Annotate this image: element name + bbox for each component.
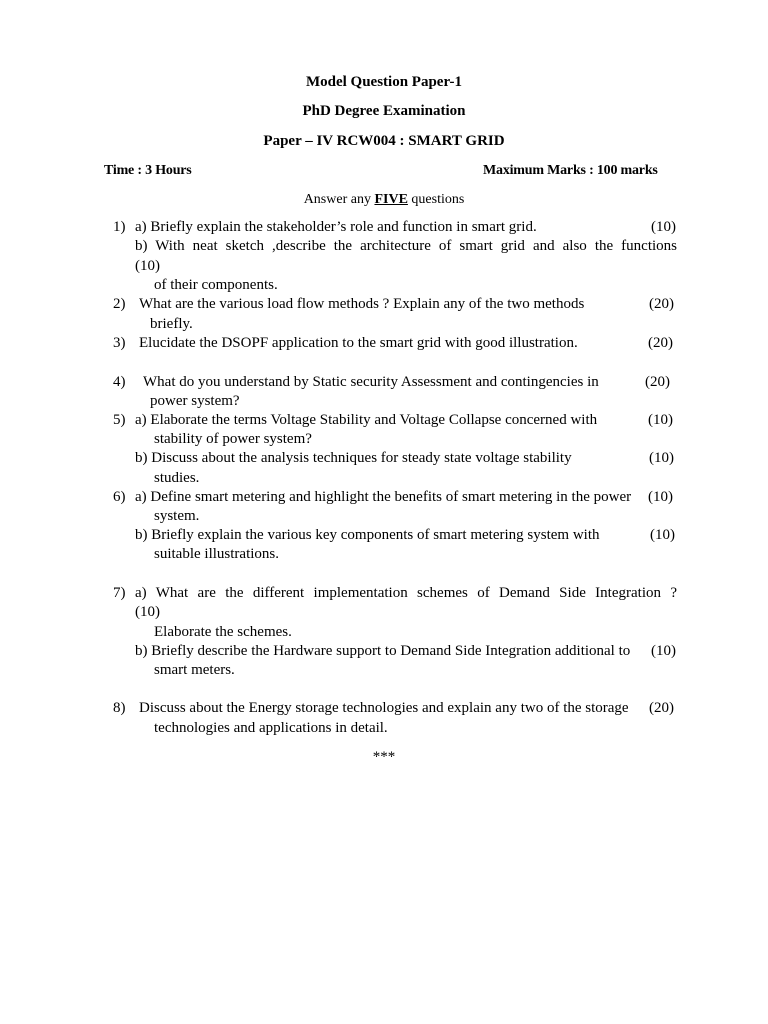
question-marks: (10) [135,258,160,274]
question-marks: (10) [649,450,674,466]
instruction-post: questions [407,192,465,207]
paper-title: Model Question Paper-1 [305,74,463,90]
question-marks: (10) [648,412,673,428]
question-number: 5) [113,412,126,428]
question-text: smart meters. [154,662,235,678]
question-text: Elaborate the schemes. [154,624,292,640]
max-marks-label: Maximum Marks : 100 marks [483,163,658,178]
question-marks: (20) [649,296,674,312]
question-text: Elucidate the DSOPF application to the smart grid with good illustration. [139,335,578,351]
question-number: 8) [113,700,126,716]
question-text: studies. [154,470,200,486]
question-number: 1) [113,219,126,235]
question-marks: (10) [648,489,673,505]
instruction-emphasis: FIVE [374,192,408,207]
question-text: a) What are the different implementation schemes of Demand Side Integration ? [135,585,677,601]
question-number: 2) [113,296,126,312]
question-marks: (10) [650,527,675,543]
instruction-pre: Answer any [303,192,375,207]
question-text: of their components. [154,277,278,293]
question-text: suitable illustrations. [154,546,279,562]
time-label: Time : 3 Hours [104,163,192,178]
question-text: b) With neat sketch ,describe the architecture of smart grid and also the functions [135,238,677,254]
question-text: What do you understand by Static security Assessment and contingencies in [143,374,599,390]
paper-subject: Paper – IV RCW004 : SMART GRID [263,133,505,149]
instruction [0,190,768,209]
question-text: stability of power system? [154,431,312,447]
question-text: b) Briefly explain the various key components of smart metering system with [135,527,600,543]
question-text: a) Briefly explain the stakeholder’s role and function in smart grid. [135,219,537,235]
question-text: Discuss about the Energy storage technologies and explain any two of the storage [139,700,629,716]
question-marks: (20) [648,335,673,351]
question-marks: (10) [135,604,160,620]
question-text: a) Elaborate the terms Voltage Stability and Voltage Collapse concerned with [135,412,598,428]
question-text: b) Discuss about the analysis techniques for steady state voltage stability [135,450,572,466]
question-text: b) Briefly describe the Hardware support to Demand Side Integration additional to [135,643,631,659]
question-text: system. [154,508,200,524]
exam-name: PhD Degree Examination [302,103,466,119]
question-number: 7) [113,585,126,601]
question-marks: (10) [651,643,676,659]
question-text: a) Define smart metering and highlight the benefits of smart metering in the power [135,489,632,505]
question-marks: (20) [645,374,670,390]
question-text: briefly. [150,316,193,332]
question-text: technologies and applications in detail. [154,720,388,736]
question-text: power system? [150,393,240,409]
question-number: 4) [113,374,126,390]
question-number: 6) [113,489,126,505]
question-number: 3) [113,335,126,351]
end-marker: *** [372,749,396,765]
question-marks: (10) [651,219,676,235]
question-marks: (20) [649,700,674,716]
question-text: What are the various load flow methods ? Explain any of the two methods [139,296,585,312]
